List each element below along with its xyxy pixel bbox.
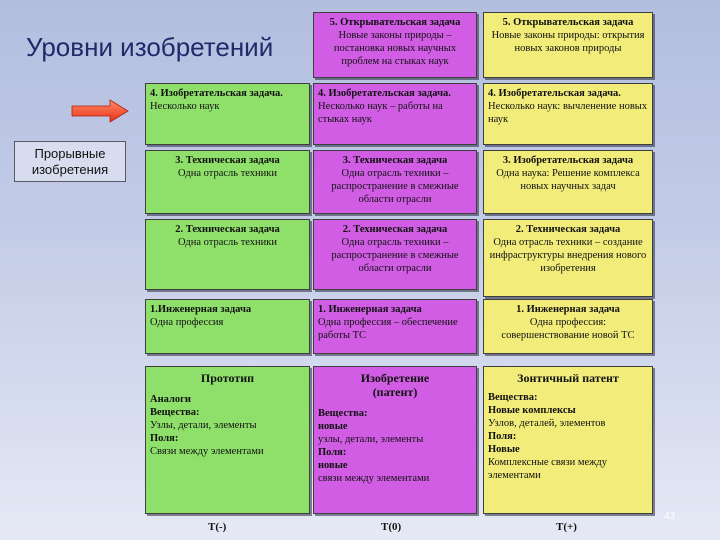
detail-line: Узлы, детали, элементы [150,420,257,431]
level4-purple-cell [313,83,477,145]
level2-yellow-cell [483,219,653,297]
detail-line: Новые [488,444,520,455]
cell-heading: 3. Изобретательская задача [502,155,634,166]
cell-heading: 4. Изобретательская задача. [150,88,283,99]
cell-heading: 3. Техническая задача [342,155,448,166]
cell-body: Новые законы природы: открытия новых законов природы [491,30,645,54]
time-axis-label: T(-) [208,521,227,533]
cell-heading: 3. Техническая задача [175,155,280,166]
umbrella-patent-cell [483,366,653,514]
cell-body: Одна профессия [150,317,224,328]
cell-heading: 1.Инженерная задача [150,304,252,315]
invention-cell [313,366,477,514]
detail-line: Вещества: [488,392,538,403]
detail-line: Аналоги [150,394,191,405]
detail-line: Поля: [150,433,179,444]
cell-body: Несколько наук [150,101,220,112]
cell-heading: 2. Техническая задача [175,224,280,235]
level1-green-cell [145,299,310,354]
cell-heading: 1. Инженерная задача [318,304,422,315]
detail-line: связи между элементами [318,473,430,484]
umbrella-patent-details [488,391,648,482]
cell-body: Несколько наук: вычленение новых наук [488,101,648,125]
cell-heading: 2. Техническая задача [342,224,448,235]
level1-purple-cell [313,299,477,354]
level3-yellow-cell [483,150,653,214]
detail-line: Новые комплексы [488,405,576,416]
level3-purple-cell [313,150,477,214]
level2-green-cell [145,219,310,290]
cell-heading: 1. Инженерная задача [516,304,620,315]
prototype-details [150,393,305,458]
arrow-right-icon [70,98,130,124]
detail-line: новые [318,421,348,432]
level2-purple-cell [313,219,477,290]
cell-body: Одна отрасль техники – распространение в смежные области отрасли [331,168,459,205]
cell-body: Одна отрасль техники [177,168,278,179]
level5-purple-cell [313,12,477,78]
cell-body: Одна профессия – обеспечение работы ТС [318,317,458,341]
cell-title: Прототип [200,371,255,385]
cell-body: Одна отрасль техники [177,237,278,248]
side-note: Прорывные изобретения [14,141,126,182]
cell-body: Одна наука: Решение комплекса новых научных задач [496,168,640,192]
cell-body: Одна отрасль техники – создание инфраструктуры внедрения нового изобретения [489,237,647,274]
detail-line: Комплексные связи между элементами [488,457,608,481]
level1-yellow-cell [483,299,653,354]
invention-details [318,407,472,485]
cell-body: Несколько наук – работы на стыках наук [318,101,443,125]
level4-yellow-cell [483,83,653,145]
detail-line: Поля: [488,431,517,442]
detail-line: узлы, детали, элементы [318,434,424,445]
cell-body: Одна профессия: совершенствование новой ТС [501,317,635,341]
cell-body: Одна отрасль техники – распространение в смежные области отрасли [331,237,459,274]
detail-line: Узлов, деталей, элементов [488,418,606,429]
detail-line: Связи между элементами [150,446,264,457]
level3-green-cell [145,150,310,214]
cell-heading: 5. Открывательская задача [502,17,634,28]
cell-heading: 5. Открывательская задача [329,17,461,28]
cell-body: Новые законы природы – постановка новых научных проблем на стыках наук [333,30,457,67]
cell-title: Изобретение (патент) [360,371,430,399]
detail-line: Поля: [318,447,347,458]
detail-line: новые [318,460,348,471]
time-axis-label: T(+) [556,521,577,533]
page-number: 43 [664,511,676,522]
detail-line: Вещества: [150,407,200,418]
level4-green-cell [145,83,310,145]
cell-heading: 4. Изобретательская задача. [318,88,451,99]
prototype-cell [145,366,310,514]
cell-heading: 4. Изобретательская задача. [488,88,621,99]
cell-heading: 2. Техническая задача [515,224,621,235]
slide-title: Уровни изобретений [26,32,274,62]
detail-line: Вещества: [318,408,368,419]
time-axis-label: T(0) [381,521,402,533]
cell-title: Зонтичный патент [517,371,619,385]
level5-yellow-cell [483,12,653,78]
